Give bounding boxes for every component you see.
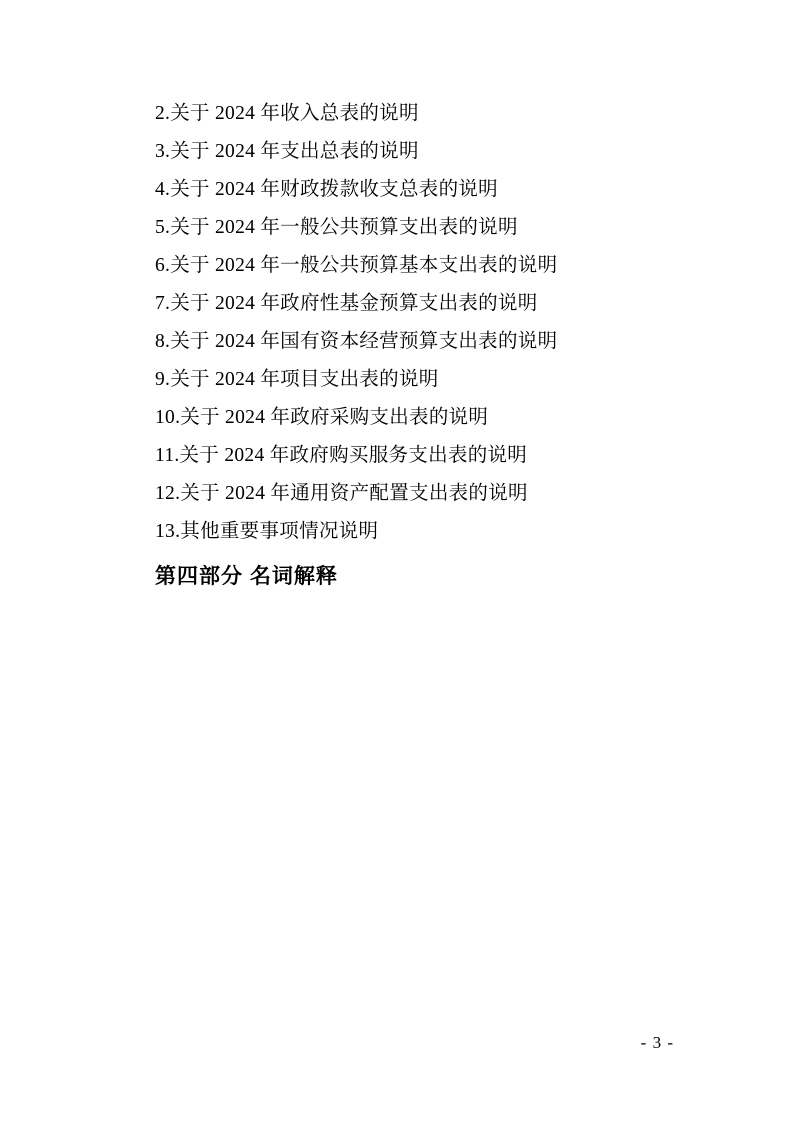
list-item: 10.关于 2024 年政府采购支出表的说明 (155, 407, 489, 428)
list-item: 11.关于 2024 年政府购买服务支出表的说明 (155, 445, 528, 466)
list-item: 2.关于 2024 年收入总表的说明 (155, 103, 419, 124)
list-item: 4.关于 2024 年财政拨款收支总表的说明 (155, 179, 498, 200)
list-item: 12.关于 2024 年通用资产配置支出表的说明 (155, 483, 528, 504)
list-item: 8.关于 2024 年国有资本经营预算支出表的说明 (155, 331, 558, 352)
page-number: - 3 - (640, 1033, 674, 1052)
list-item: 9.关于 2024 年项目支出表的说明 (155, 369, 439, 390)
section-heading: 第四部分 名词解释 (155, 565, 338, 588)
list-item: 5.关于 2024 年一般公共预算支出表的说明 (155, 217, 518, 238)
list-item: 6.关于 2024 年一般公共预算基本支出表的说明 (155, 255, 558, 276)
list-item: 7.关于 2024 年政府性基金预算支出表的说明 (155, 293, 538, 314)
table-of-contents (155, 95, 674, 551)
list-item: 3.关于 2024 年支出总表的说明 (155, 141, 419, 162)
list-item: 13.其他重要事项情况说明 (155, 521, 379, 542)
